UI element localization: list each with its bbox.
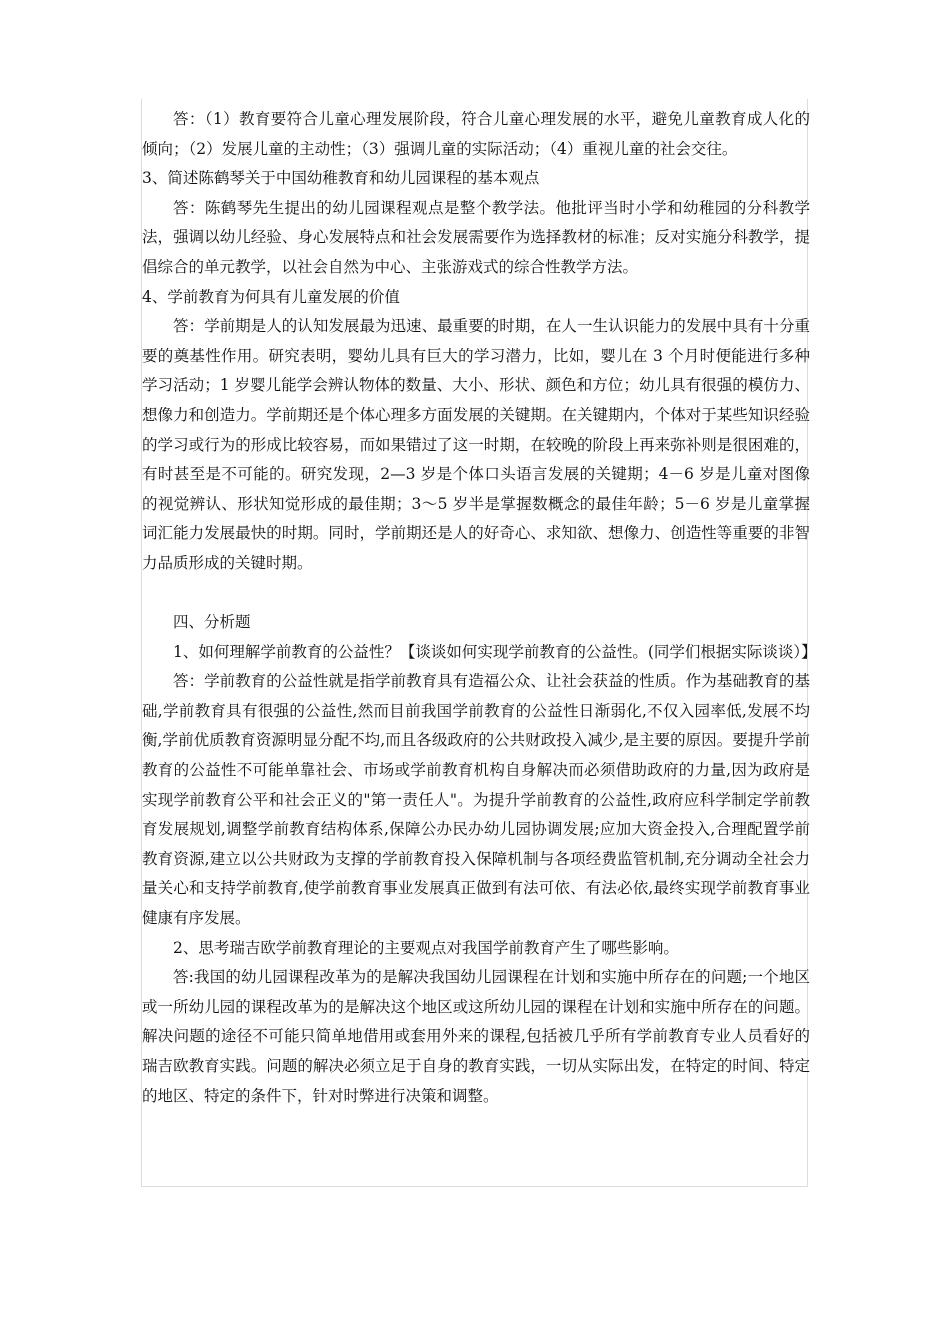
answer-paragraph-2: 答：（1）教育要符合儿童心理发展阶段，符合儿童心理发展的水平，避免儿童教育成人化的倾向；（2）发展儿童的主动性；（3）强调儿童的实际活动；（4）重视儿童的社会交往。 bbox=[142, 110, 810, 158]
blank-line bbox=[142, 579, 810, 609]
answer-paragraph-4: 答：学前期是人的认知发展最为迅速、最重要的时期，在人一生认识能力的发展中具有十分重要的奠基性作用。研究表明，婴幼儿具有巨大的学习潜力，比如，婴儿在 3 个月时便能进行多种学习活动；1 岁婴儿能学会辨认物体的数量、大小、形状、颜色和方位；幼儿具有很强的模仿力、想像力和创造力。学前期还是个体心理多方面发展的关键期。在关键期内，个体对于某些知识经验的学习或行为的形成比较容易，而如果错过了这一时期，在较晚的阶段上再来弥补则是很困难的，有时甚至是不可能的。研究发现，2—3 岁是个体口头语言发展的关键期；4－6 岁是儿童对图像的视觉辨认、形状知觉形成的最佳期；3～5 岁半是掌握数概念的最佳年龄；5－6 岁是儿童掌握词汇能力发展最快的时期。同时，学前期还是人的好奇心、求知欲、想像力、创造性等重要的非智力品质形成的关键时期。 bbox=[142, 317, 810, 572]
analysis-answer-1: 答：学前教育的公益性就是指学前教育具有造福公众、让社会获益的性质。作为基础教育的基础,学前教育具有很强的公益性,然而目前我国学前教育的公益性日渐弱化,不仅入园率低,发展不均衡,学前优质教育资源明显分配不均,而且各级政府的公共财政投入减少,是主要的原因。要提升学前教育的公益性不可能单靠社会、市场或学前教育机构自身解决而必须借助政府的力量,因为政府是实现学前教育公平和社会正义的"第一责任人"。为提升学前教育的公益性,政府应科学制定学前教育发展规划,调整学前教育结构体系,保障公办民办幼儿园协调发展;应加大资金投入,合理配置学前教育资源,建立以公共财政为支撑的学前教育投入保障机制与各项经费监管机制,充分调动全社会力量关心和支持学前教育,使学前教育事业发展真正做到有法可依、有法必依,最终实现学前教育事业健康有序发展。 bbox=[142, 672, 810, 928]
analysis-question-1: 1、如何理解学前教育的公益性？【谈谈如何实现学前教育的公益性。(同学们根据实际谈谈）】 bbox=[173, 642, 817, 661]
section-heading-analysis: 四、分析题 bbox=[173, 613, 251, 632]
question-3-heading: 3、简述陈鹤琴关于中国幼稚教育和幼儿园课程的基本观点 bbox=[142, 169, 540, 188]
analysis-question-2: 2、思考瑞吉欧学前教育理论的主要观点对我国学前教育产生了哪些影响。 bbox=[173, 938, 679, 957]
question-4-heading: 4、学前教育为何具有儿童发展的价值 bbox=[142, 287, 400, 306]
document-body bbox=[142, 105, 817, 1111]
analysis-answer-2: 答:我国的幼儿园课程改革为的是解决我国幼儿园课程在计划和实施中所存在的问题;一个地区或一所幼儿园的课程改革为的是解决这个地区或这所幼儿园的课程在计划和实施中所存在的问题。解决问题的途径不可能只简单地借用或套用外来的课程,包括被几乎所有学前教育专业人员看好的瑞吉欧教育实践。问题的解决必须立足于自身的教育实践，一切从实际出发，在特定的时间、特定的地区、特定的条件下，针对时弊进行决策和调整。 bbox=[142, 968, 810, 1105]
answer-paragraph-3: 答：陈鹤琴先生提出的幼儿园课程观点是整个教学法。他批评当时小学和幼稚园的分科教学法，强调以幼儿经验、身心发展特点和社会发展需要作为选择教材的标准；反对实施分科教学，提倡综合的单元教学，以社会自然为中心、主张游戏式的综合性教学方法。 bbox=[142, 198, 810, 276]
